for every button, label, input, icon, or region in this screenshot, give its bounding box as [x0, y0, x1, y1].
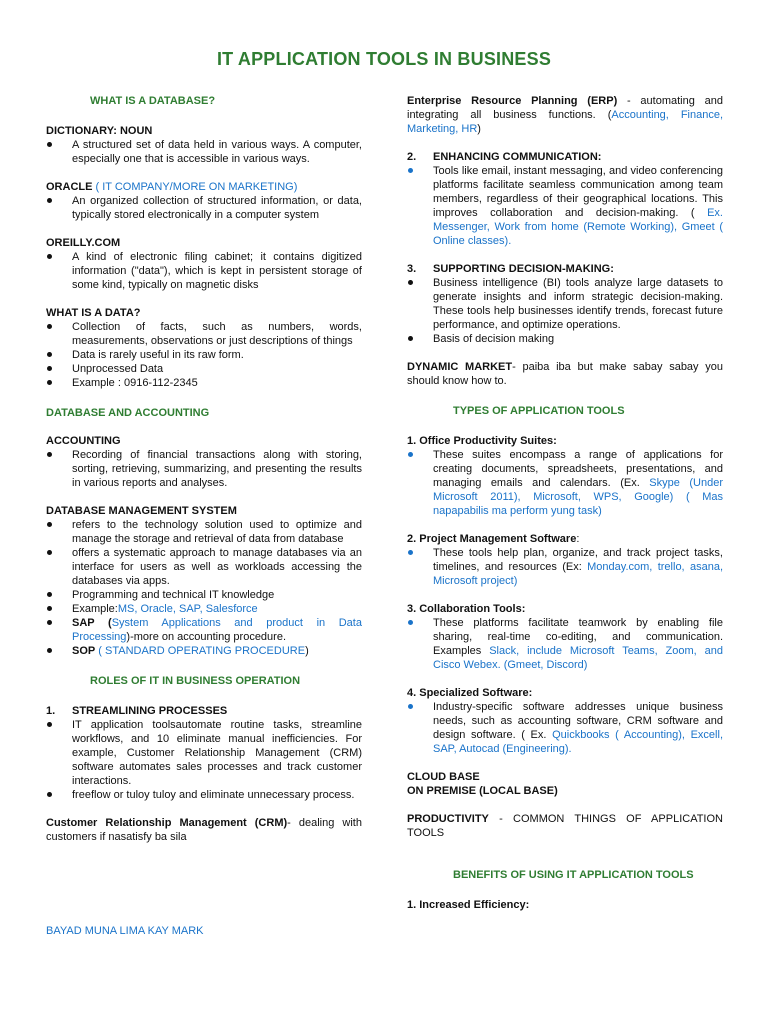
supporting-list [407, 276, 723, 346]
streamlining-heading: 1. STREAMLINING PROCESSES [46, 705, 228, 717]
dynamic-market-paragraph: DYNAMIC MARKET- paiba iba but make sabay sabay you should know how to. [407, 361, 723, 387]
erp-paragraph: Enterprise Resource Planning (ERP) - automating and integrating all business functions. (Accounting, Finance, Marketing, HR) [407, 95, 724, 135]
office-suites-list [407, 448, 723, 518]
list-item-example: Example:MS, Oracle, SAP, Salesforce [46, 602, 362, 616]
enhancing-link: Ex. Messenger, Work from home (Remote Working), Gmeet ( Online classes). [433, 207, 723, 247]
list-item-sap: SAP (System Applications and product in Data Processing)-more on accounting procedure. [46, 616, 362, 644]
enhancing-list [407, 164, 723, 248]
cloud-base-label: CLOUD BASE [407, 771, 480, 783]
list-item: A kind of electronic filing cabinet; it contains digitized information ("data"), which is kept in persistent storage of some kind, typically on magnetic disks [46, 250, 362, 292]
list-item: These tools help plan, organize, and track project tasks, timelines, and resources (Ex: Monday.com, trello, asana, Microsoft project) [407, 546, 723, 588]
what-is-data-heading: WHAT IS A DATA? [46, 307, 141, 319]
oreilly-list [46, 250, 362, 292]
section-heading-types: TYPES OF APPLICATION TOOLS [453, 405, 625, 417]
list-item: Collection of facts, such as numbers, words, measurements, observations or just descriptions of things [46, 320, 362, 348]
erp-link: Accounting, Finance, Marketing, HR [407, 109, 724, 135]
section-heading-roles: ROLES OF IT IN BUSINESS OPERATION [90, 675, 301, 687]
list-item: IT application toolsautomate routine tasks, streamline workflows, and 10 eliminate manual inefficiencies. For example, Customer Relationship Management (CRM) software automates sales processes and track customer interactions. [46, 718, 362, 788]
sap-value: System Applications and product in Data Processing [72, 617, 362, 643]
list-item: Data is rarely useful in its raw form. [46, 348, 362, 362]
list-item: refers to the technology solution used to optimize and manage the storage and retrieval of data from database [46, 518, 362, 546]
list-item: Unprocessed Data [46, 362, 362, 376]
collaboration-list [407, 616, 723, 672]
oracle-list [46, 194, 362, 222]
section-heading-benefits: BENEFITS OF USING IT APPLICATION TOOLS [453, 869, 694, 881]
dbms-list [46, 518, 362, 658]
list-item: These platforms facilitate teamwork by enabling file sharing, real-time co-editing, and communication. Examples Slack, include Microsoft Teams, Zoom, and Cisco Webex. (Gmeet, Discord) [407, 616, 723, 672]
oreilly-heading: OREILLY.COM [46, 237, 121, 249]
streamlining-list [46, 718, 362, 802]
collab-link: Slack, include Microsoft Teams, Zoom, and Cisco Webex. (Gmeet, Discord) [433, 645, 723, 671]
project-link: Monday.com, trello, asana, Microsoft project) [433, 561, 724, 587]
list-item: Basis of decision making [407, 332, 723, 346]
increased-efficiency-heading: 1. Increased Efficiency: [407, 899, 530, 911]
right-column [407, 94, 723, 912]
dictionary-heading: DICTIONARY: NOUN [46, 125, 153, 137]
accounting-list [46, 448, 362, 490]
list-item: offers a systematic approach to manage databases via an interface for users as well as workloads accessing the databases via apps. [46, 546, 362, 588]
dbms-heading: DATABASE MANAGEMENT SYSTEM [46, 505, 237, 517]
collaboration-heading: 3. Collaboration Tools: [407, 603, 526, 615]
on-premise-label: ON PREMISE (LOCAL BASE) [407, 785, 558, 797]
dictionary-list [46, 138, 362, 166]
supporting-heading: 3. SUPPORTING DECISION-MAKING: [407, 263, 614, 275]
specialized-link: Quickbooks ( Accounting), Excell, SAP, Autocad (Engineering). [433, 729, 723, 755]
specialized-heading: 4. Specialized Software: [407, 687, 533, 699]
example-value: MS, Oracle, SAP, Salesforce [117, 603, 258, 615]
project-management-heading: 2. Project Management Software: [407, 533, 580, 545]
page-title: IT APPLICATION TOOLS IN BUSINESS [216, 49, 552, 69]
oracle-heading: ORACLE ( IT COMPANY/MORE ON MARKETING) [46, 181, 298, 193]
what-is-data-list [46, 320, 362, 390]
list-item: Tools like email, instant messaging, and video conferencing platforms facilitate seamless communication among team members, regardless of their geographical locations. This improves collaboration and decision-making. ( Ex. Messenger, Work from home (Remote Working), Gmeet ( Online classes). [407, 164, 723, 248]
left-column [46, 94, 362, 844]
section-heading-database-accounting: DATABASE AND ACCOUNTING [46, 407, 210, 419]
list-item: Programming and technical IT knowledge [46, 588, 362, 602]
oracle-note: ( IT COMPANY/MORE ON MARKETING) [95, 181, 298, 193]
office-link: Skype (Under Microsoft 2011), Microsoft, WPS, Google) ( Mas napapabilis ma perform yung task) [433, 477, 723, 517]
section-heading-what-is-database: WHAT IS A DATABASE? [90, 95, 216, 107]
project-management-list [407, 546, 723, 588]
accounting-heading: ACCOUNTING [46, 435, 121, 447]
list-item: Recording of financial transactions along with storing, sorting, retrieving, summarizing, and presenting the results in various reports and analyses. [46, 448, 362, 490]
list-item: Business intelligence (BI) tools analyze large datasets to generate insights and inform strategic decision-making. These tools help businesses identify trends, forecast future performance, and optimize operations. [407, 276, 723, 332]
list-item: A structured set of data held in various ways. A computer, especially one that is accessible in various ways. [46, 138, 362, 166]
productivity-paragraph: PRODUCTIVITY - COMMON THINGS OF APPLICATION TOOLS [407, 813, 723, 839]
list-item: freeflow or tuloy tuloy and eliminate unnecessary process. [46, 788, 362, 802]
enhancing-heading: 2. ENHANCING COMMUNICATION: [407, 151, 602, 163]
crm-paragraph: Customer Relationship Management (CRM)- dealing with customers if nasatisfy ba sila [46, 817, 362, 843]
list-item-sop: SOP ( STANDARD OPERATING PROCEDURE) [46, 644, 362, 658]
list-item: An organized collection of structured information, or data, typically stored electronically in a computer system [46, 194, 362, 222]
list-item: Example : 0916-112-2345 [46, 376, 362, 390]
list-item: These suites encompass a range of applications for creating documents, spreadsheets, presentations, and managing emails and calendars. (Ex. Skype (Under Microsoft 2011), Microsoft, WPS, Google) ( Mas napapabilis ma perform yung task) [407, 448, 723, 518]
list-item: Industry-specific software addresses unique business needs, such as accounting software, CRM software and design software. ( Ex. Quickbooks ( Accounting), Excell, SAP, Autocad (Engineering). [407, 700, 723, 756]
sop-value: ( STANDARD OPERATING PROCEDURE [95, 645, 306, 657]
specialized-list [407, 700, 723, 756]
footer-note: BAYAD MUNA LIMA KAY MARK [46, 925, 204, 937]
office-suites-heading: 1. Office Productivity Suites: [407, 435, 557, 447]
